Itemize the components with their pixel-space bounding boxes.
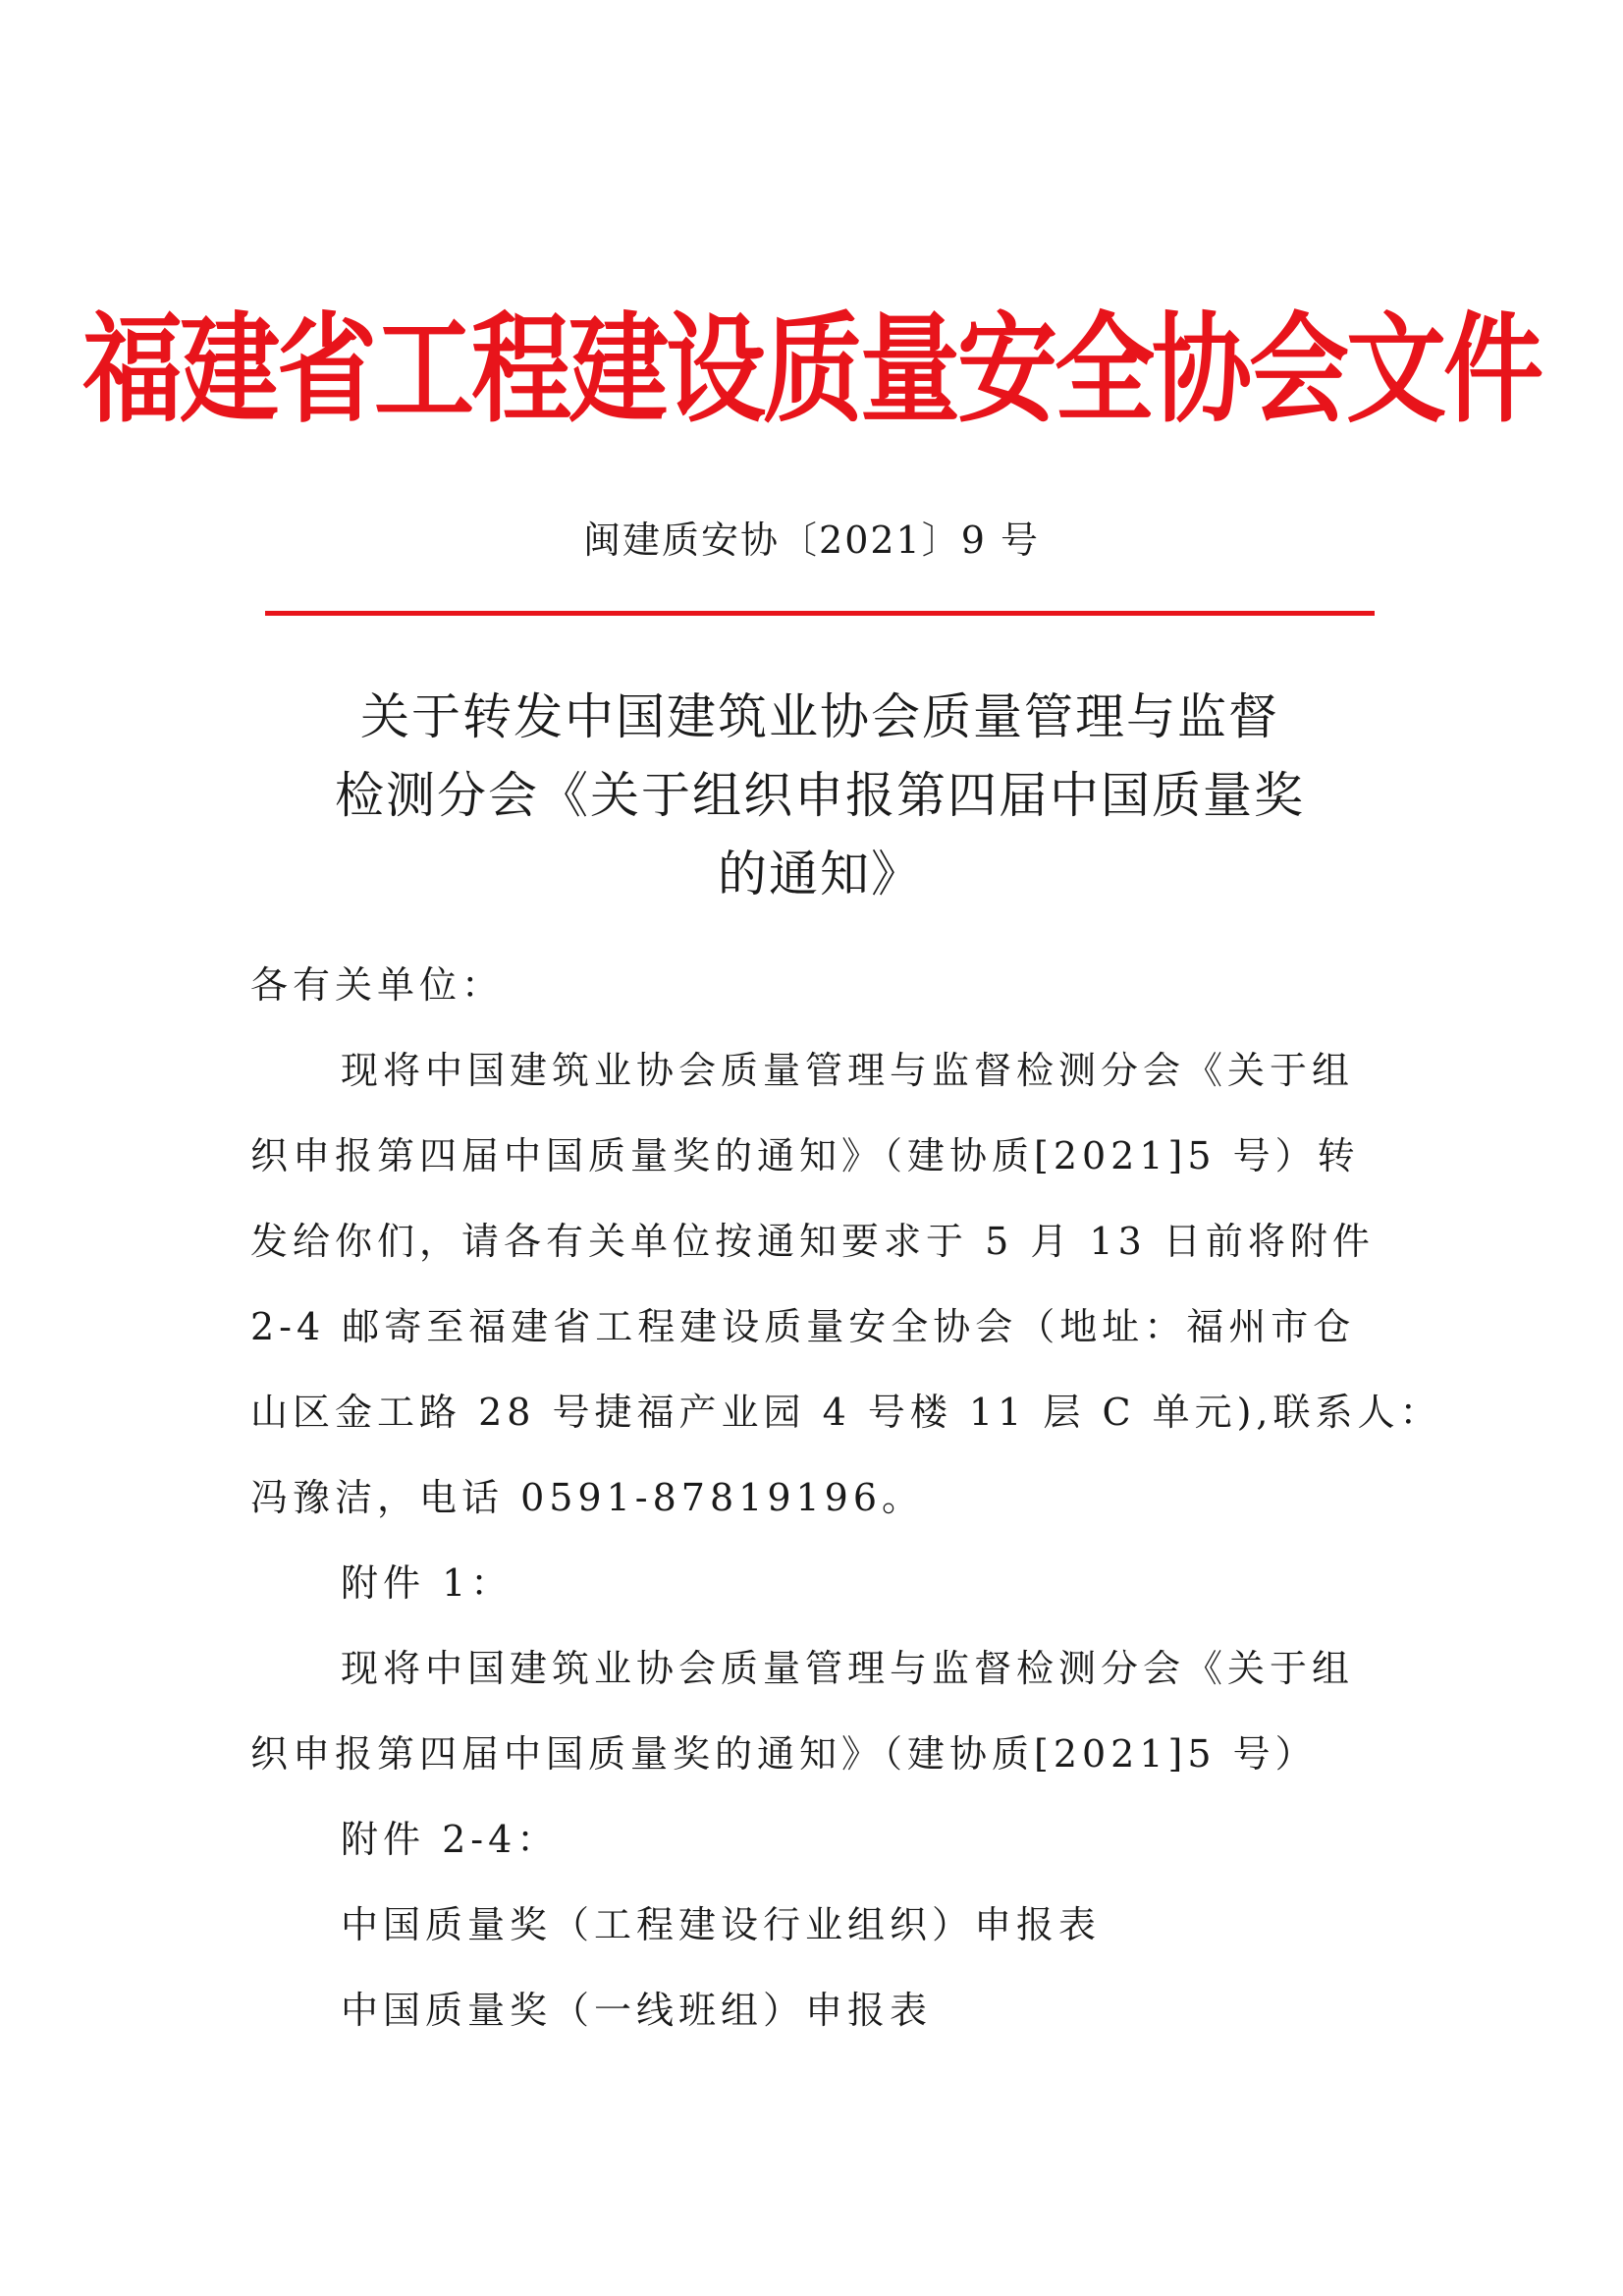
document-body [250, 943, 1442, 2053]
paragraph-line: 2-4 邮寄至福建省工程建设质量安全协会（地址：福州市仓 [250, 1305, 1356, 1348]
org-header-title: 福建省工程建设质量安全协会文件 [82, 300, 1541, 440]
paragraph-line: 织申报第四届中国质量奖的通知》（建协质[2021]5 号） [250, 1732, 1318, 1776]
paragraph-line: 冯豫洁，电话 0591-87819196。 [250, 1476, 925, 1519]
paragraph-line: 现将中国建筑业协会质量管理与监督检测分会《关于组 [341, 1647, 1355, 1690]
paragraph-line: 现将中国建筑业协会质量管理与监督检测分会《关于组 [341, 1049, 1355, 1092]
salutation: 各有关单位： [250, 963, 505, 1007]
attachment-item: 中国质量奖（工程建设行业组织）申报表 [341, 1903, 1102, 1946]
title-line: 的通知》 [718, 846, 922, 902]
document-title [241, 678, 1399, 913]
paragraph-line: 山区金工路 28 号捷福产业园 4 号楼 11 层 C 单元),联系人： [250, 1391, 1442, 1434]
title-line: 关于转发中国建筑业协会质量管理与监督 [360, 688, 1279, 745]
attachment-2-label: 附件 2-4： [341, 1818, 560, 1861]
paragraph-line: 发给你们，请各有关单位按通知要求于 5 月 13 日前将附件 [250, 1220, 1375, 1263]
paragraph-line: 织申报第四届中国质量奖的通知》（建协质[2021]5 号）转 [250, 1134, 1360, 1177]
title-line: 检测分会《关于组织申报第四届中国质量奖 [335, 767, 1305, 824]
attachment-1-label: 附件 1： [341, 1561, 514, 1605]
attachment-item: 中国质量奖（一线班组）申报表 [341, 1989, 933, 2032]
document-number: 闽建质安协〔2021〕9 号 [583, 519, 1040, 562]
red-divider-line [265, 611, 1375, 616]
